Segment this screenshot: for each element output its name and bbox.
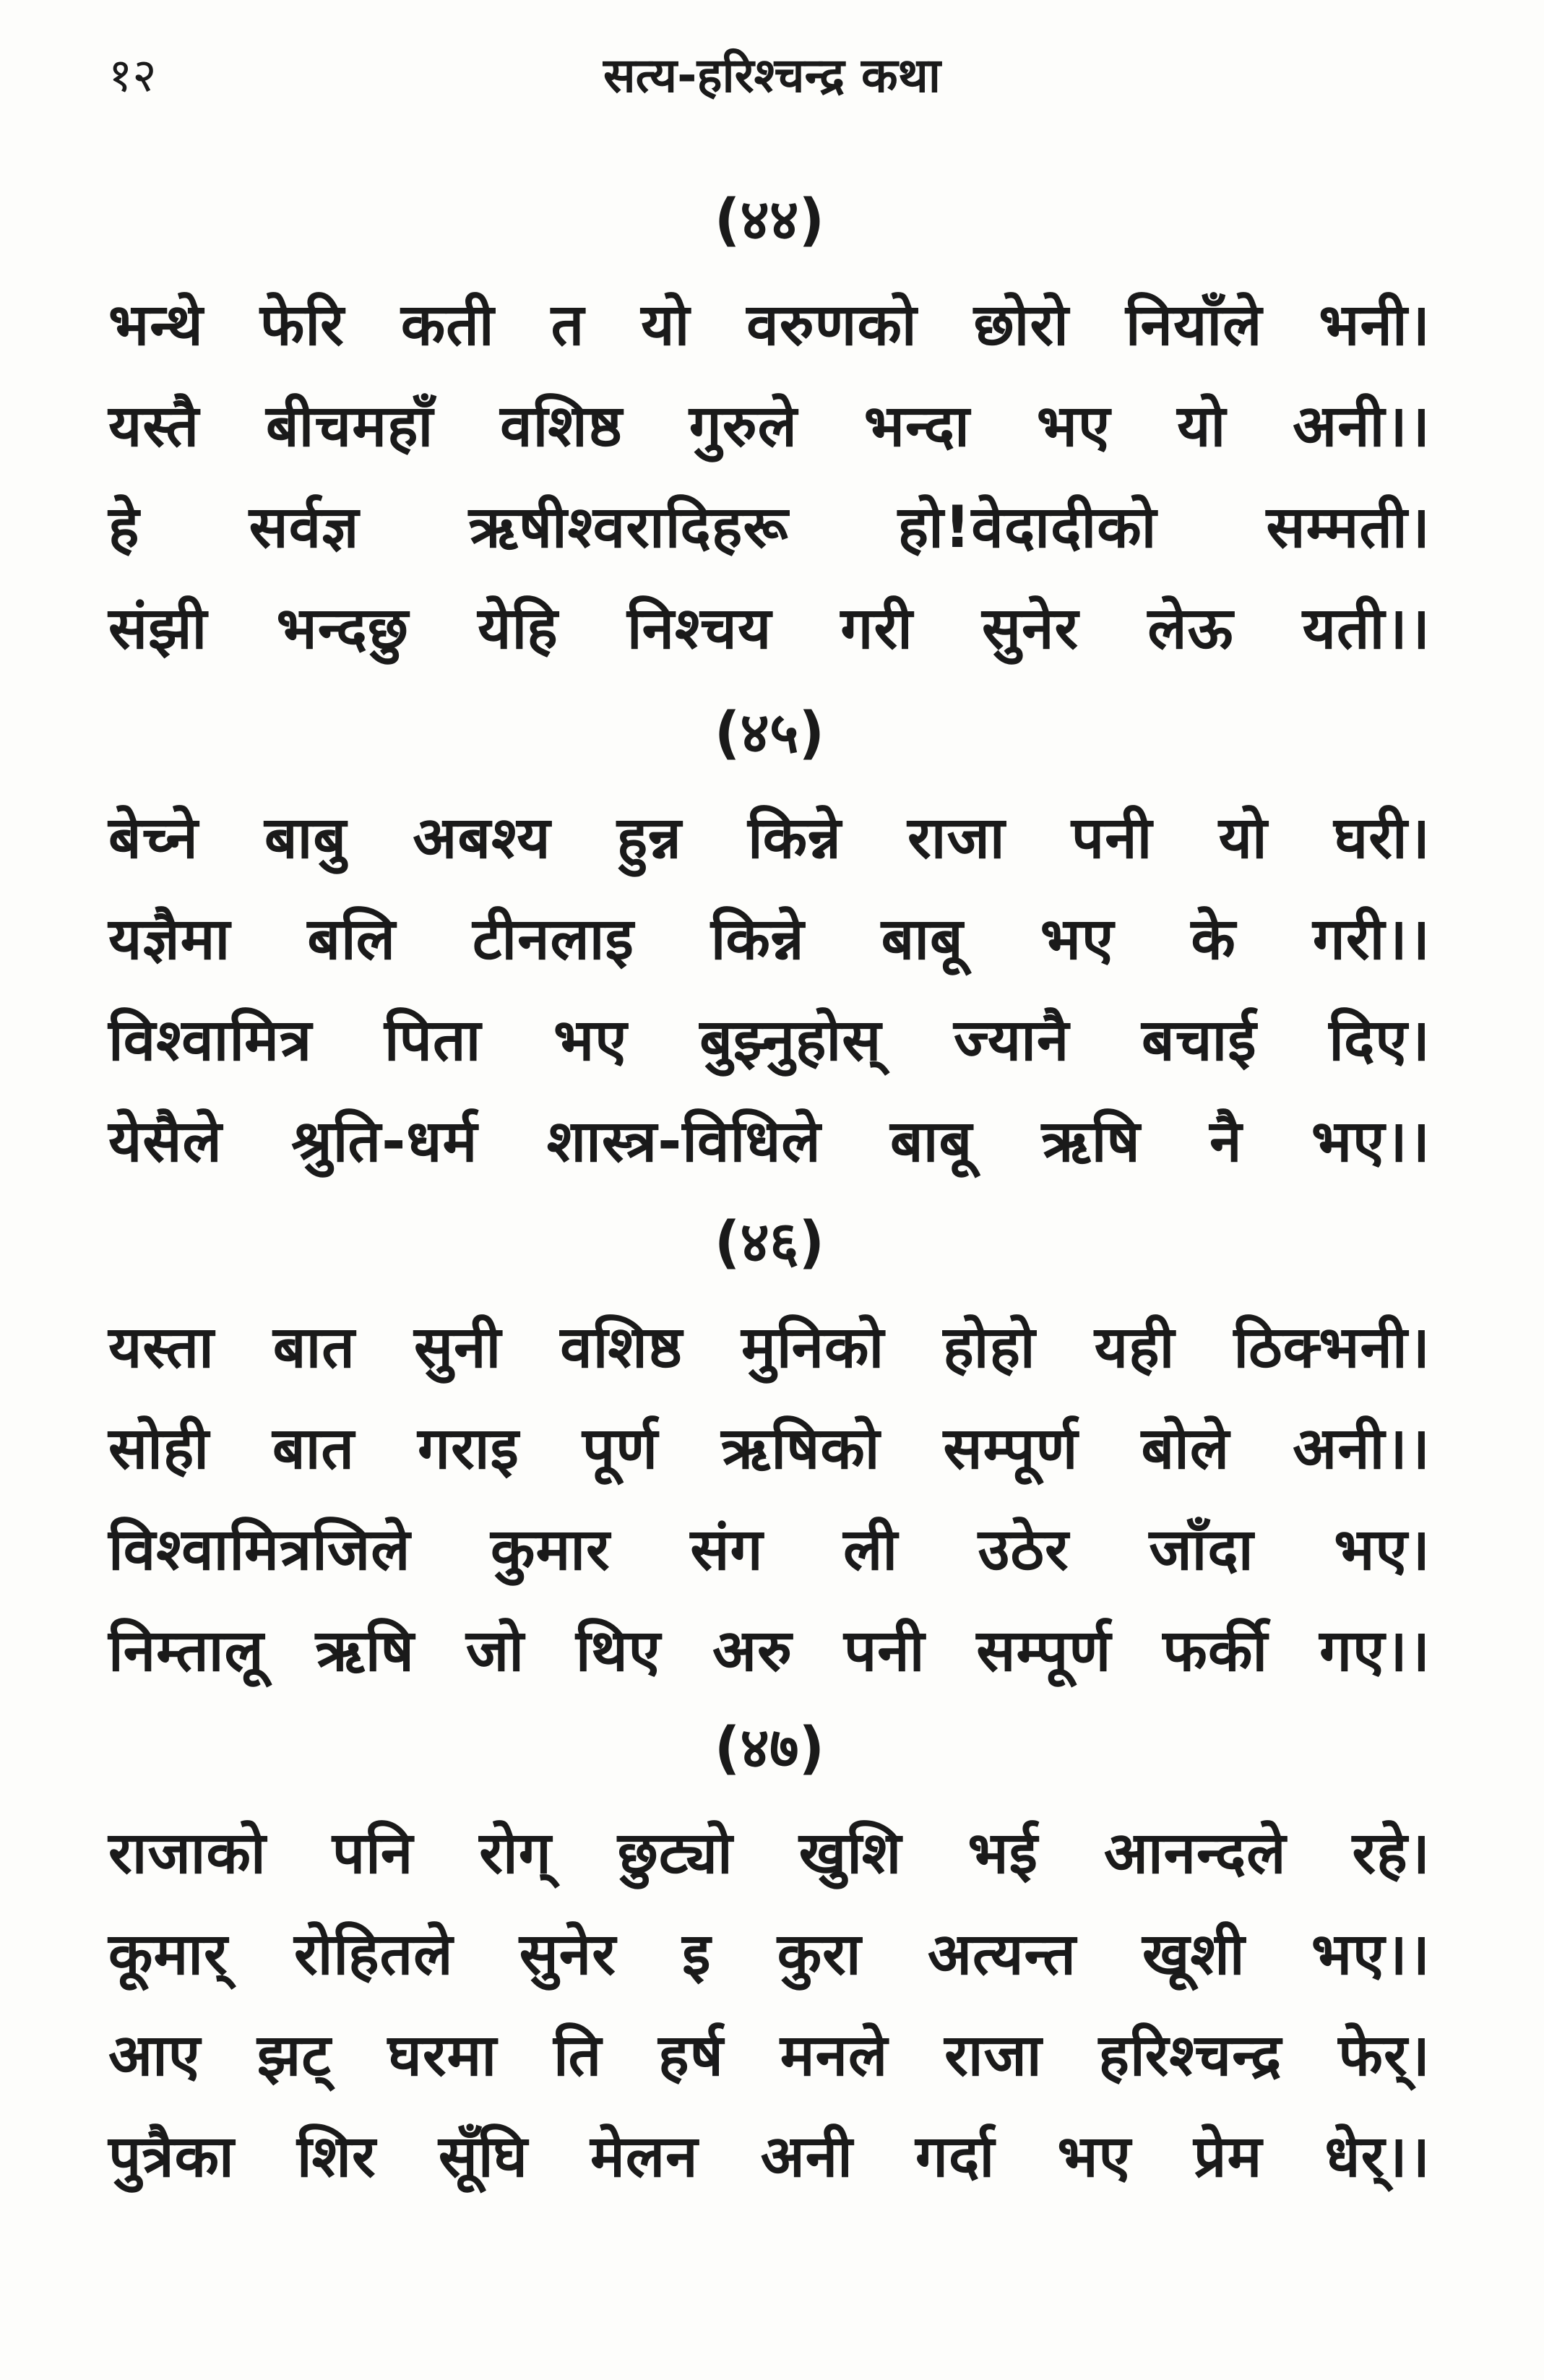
stanza-45 — [108, 694, 1431, 1192]
verse-line: संझी भन्दछु येहि निश्चय गरी सुनेर लेऊ यती।। — [108, 595, 1431, 662]
verse-line: यज्ञैमा बलि टीनलाइ किन्ने बाबू भए के गरी।। — [108, 905, 1431, 973]
verse-line: भन्थे फेरि कती त यो वरुणको छोरो नियाँले भनी। — [108, 291, 1431, 358]
verse-line: यस्ता बात सुनी वशिष्ठ मुनिको होहो यही ठिक्भनी। — [108, 1314, 1431, 1381]
verse-line: निम्तालू ऋषि जो थिए अरु पनी सम्पूर्ण फर्की गए।। — [108, 1617, 1431, 1684]
verse-line: पुत्रैका शिर सूँघि मेलन अनी गर्दा भए प्रेम धेर्।। — [108, 2123, 1431, 2190]
verse-line: कूमार् रोहितले सुनेर इ कुरा अत्यन्त खूशी भए।। — [108, 1920, 1431, 1988]
verse-line: बेच्ने बाबु अबश्य हुन्न किन्ने राजा पनी यो घरी। — [108, 804, 1431, 871]
stanza-number: (४४) — [714, 188, 825, 253]
verse-line: विश्वामित्र पिता भए बुझ्नुहोस् ज्यानै बचाई दिए। — [108, 1006, 1431, 1074]
running-title: सत्य-हरिश्चन्द्र कथा — [603, 48, 941, 103]
page-number: १२ — [108, 49, 157, 103]
stanza-44 — [108, 181, 1431, 679]
verse-line: यस्तै बीचमहाँ वशिष्ठ गुरुले भन्दा भए यो अनी।। — [108, 392, 1431, 460]
verse-line: राजाको पनि रोग् छुट्यो खुशि भई आनन्दले रहे। — [108, 1819, 1431, 1887]
verse-line: सोही बात गराइ पूर्ण ऋषिको सम्पूर्ण बोले अनी।। — [108, 1415, 1431, 1482]
verse-line: येसैले श्रुति-धर्म शास्त्र-विधिले बाबू ऋषि नै भए।। — [108, 1108, 1431, 1175]
verse-line: आए झट् घरमा ति हर्ष मनले राजा हरिश्चन्द्र फेर्। — [108, 2022, 1431, 2089]
stanza-number: (४७) — [714, 1716, 825, 1781]
verse-line: हे सर्वज्ञ ऋषीश्वरादिहरू हो!वेदादीको सम्मती। — [108, 493, 1431, 561]
stanza-46 — [108, 1203, 1431, 1702]
verse-line: विश्वामित्रजिले कुमार संग ली उठेर जाँदा भए। — [108, 1516, 1431, 1583]
stanza-47 — [108, 1709, 1431, 2207]
stanza-number: (४६) — [714, 1210, 825, 1275]
stanza-number: (४५) — [714, 701, 825, 766]
